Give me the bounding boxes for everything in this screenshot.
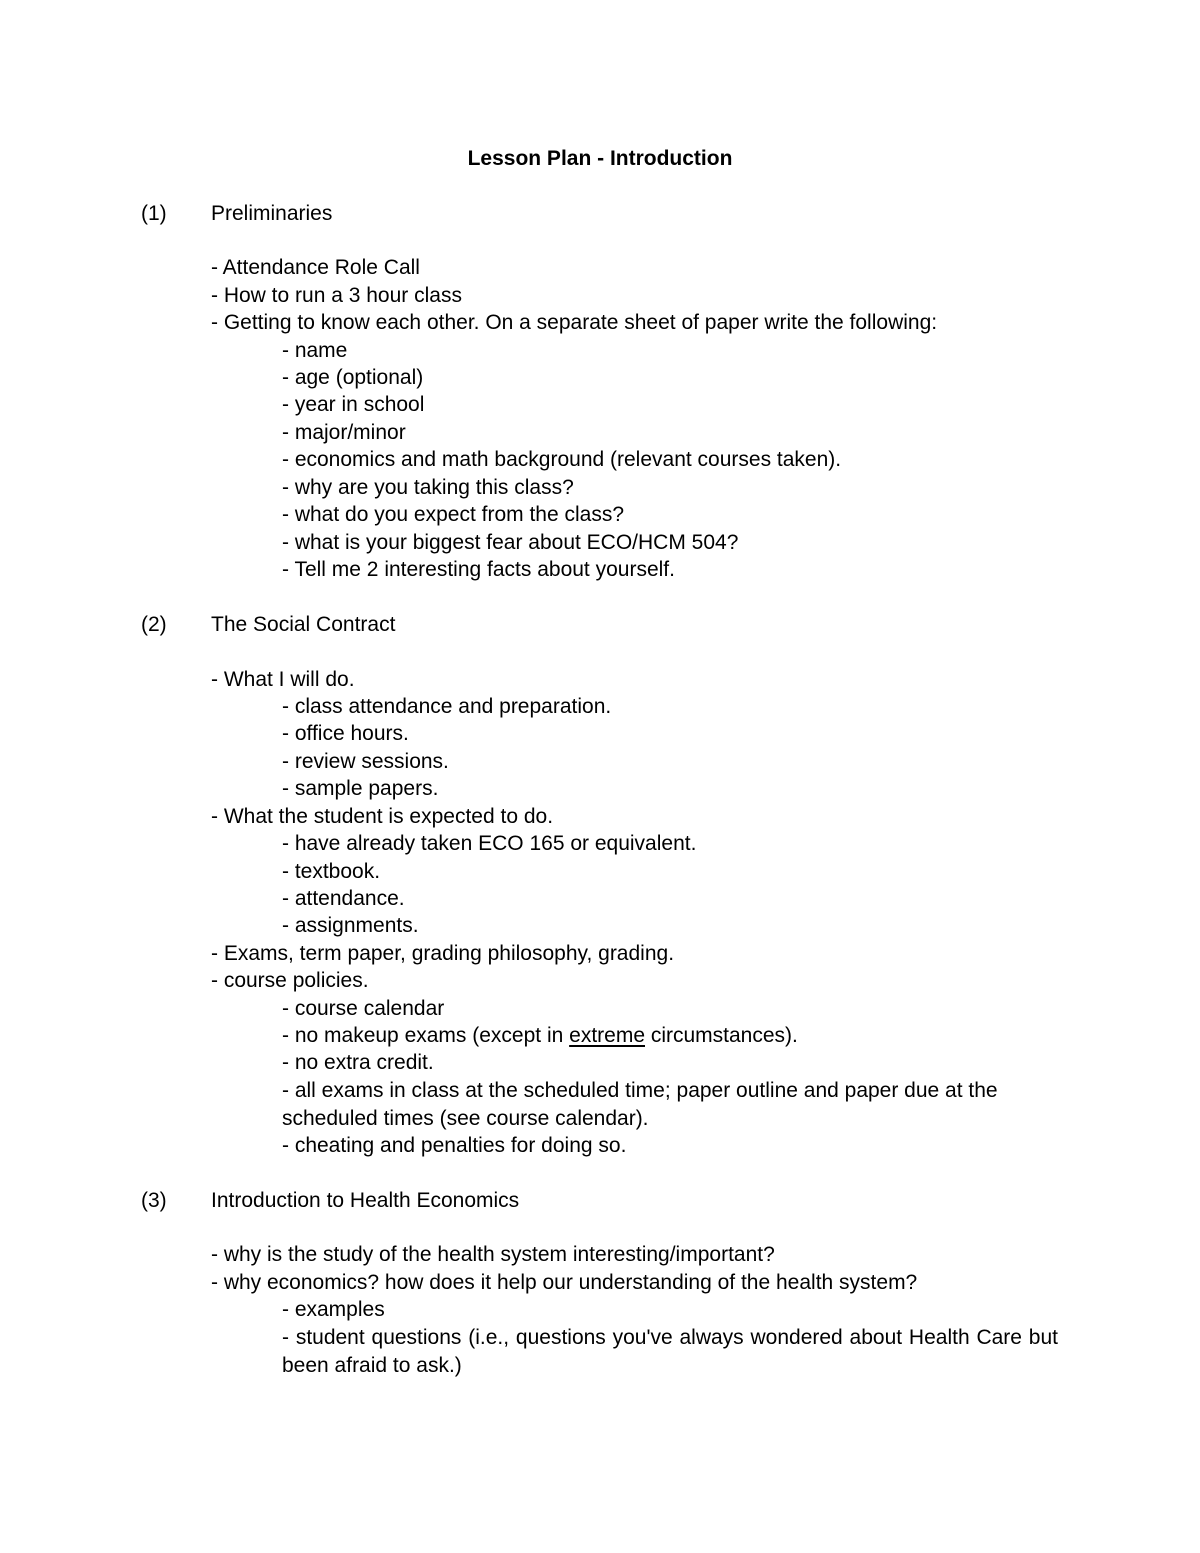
sub-list-item: - assignments. (282, 914, 419, 937)
section-number: (2) (141, 613, 167, 636)
sub-list-item: - course calendar (282, 997, 445, 1020)
sub-list-item: - name (282, 339, 348, 362)
sub-list-item-wrapped: - all exams in class at the scheduled time; paper outline and paper due at the scheduled times (see course calendar). (282, 1079, 998, 1130)
list-item: - What I will do. (211, 668, 355, 691)
section-title: Preliminaries (211, 202, 333, 225)
section-number: (1) (141, 202, 167, 225)
section-title: Introduction to Health Economics (211, 1189, 520, 1212)
sub-list-item: - age (optional) (282, 366, 424, 389)
sub-list-item: - major/minor (282, 421, 406, 444)
sub-list-item-wrapped: - student questions (i.e., questions you've always wondered about Health Care but been afraid to ask.) (282, 1326, 1058, 1377)
section-title: The Social Contract (211, 613, 396, 636)
sub-list-item: - review sessions. (282, 750, 449, 773)
section-number: (3) (141, 1189, 167, 1212)
sub-list-item: - sample papers. (282, 777, 439, 800)
sub-list-item: - cheating and penalties for doing so. (282, 1134, 627, 1157)
list-item: - why economics? how does it help our understanding of the health system? (211, 1271, 918, 1294)
sub-list-item: - why are you taking this class? (282, 476, 574, 499)
list-item: - How to run a 3 hour class (211, 284, 462, 307)
page-title: Lesson Plan - Introduction (467, 147, 733, 170)
sub-list-item: - office hours. (282, 722, 409, 745)
sub-list-item: - examples (282, 1298, 385, 1321)
underlined-word: extreme (569, 1024, 645, 1047)
list-item: - Exams, term paper, grading philosophy, grading. (211, 942, 675, 965)
sub-list-item: - economics and math background (relevant courses taken). (282, 448, 842, 471)
text-span: - no makeup exams (except in (282, 1024, 570, 1047)
list-item: - What the student is expected to do. (211, 805, 554, 828)
sub-list-item (282, 1022, 798, 1050)
sub-list-item: - no extra credit. (282, 1051, 434, 1074)
list-item: - why is the study of the health system interesting/important? (211, 1243, 775, 1266)
sub-list-item: - what is your biggest fear about ECO/HCM 504? (282, 531, 739, 554)
list-item: - Attendance Role Call (211, 256, 420, 279)
sub-list-item: - year in school (282, 393, 425, 416)
sub-list-item: - class attendance and preparation. (282, 695, 612, 718)
list-item: - course policies. (211, 969, 369, 992)
list-item: - Getting to know each other. On a separate sheet of paper write the following: (211, 311, 938, 334)
sub-list-item: - textbook. (282, 860, 381, 883)
sub-list-item: - attendance. (282, 887, 405, 910)
text-span: circumstances). (645, 1024, 798, 1047)
sub-list-item: - what do you expect from the class? (282, 503, 624, 526)
sub-list-item: - have already taken ECO 165 or equivalent. (282, 832, 697, 855)
sub-list-item: - Tell me 2 interesting facts about yourself. (282, 558, 675, 581)
